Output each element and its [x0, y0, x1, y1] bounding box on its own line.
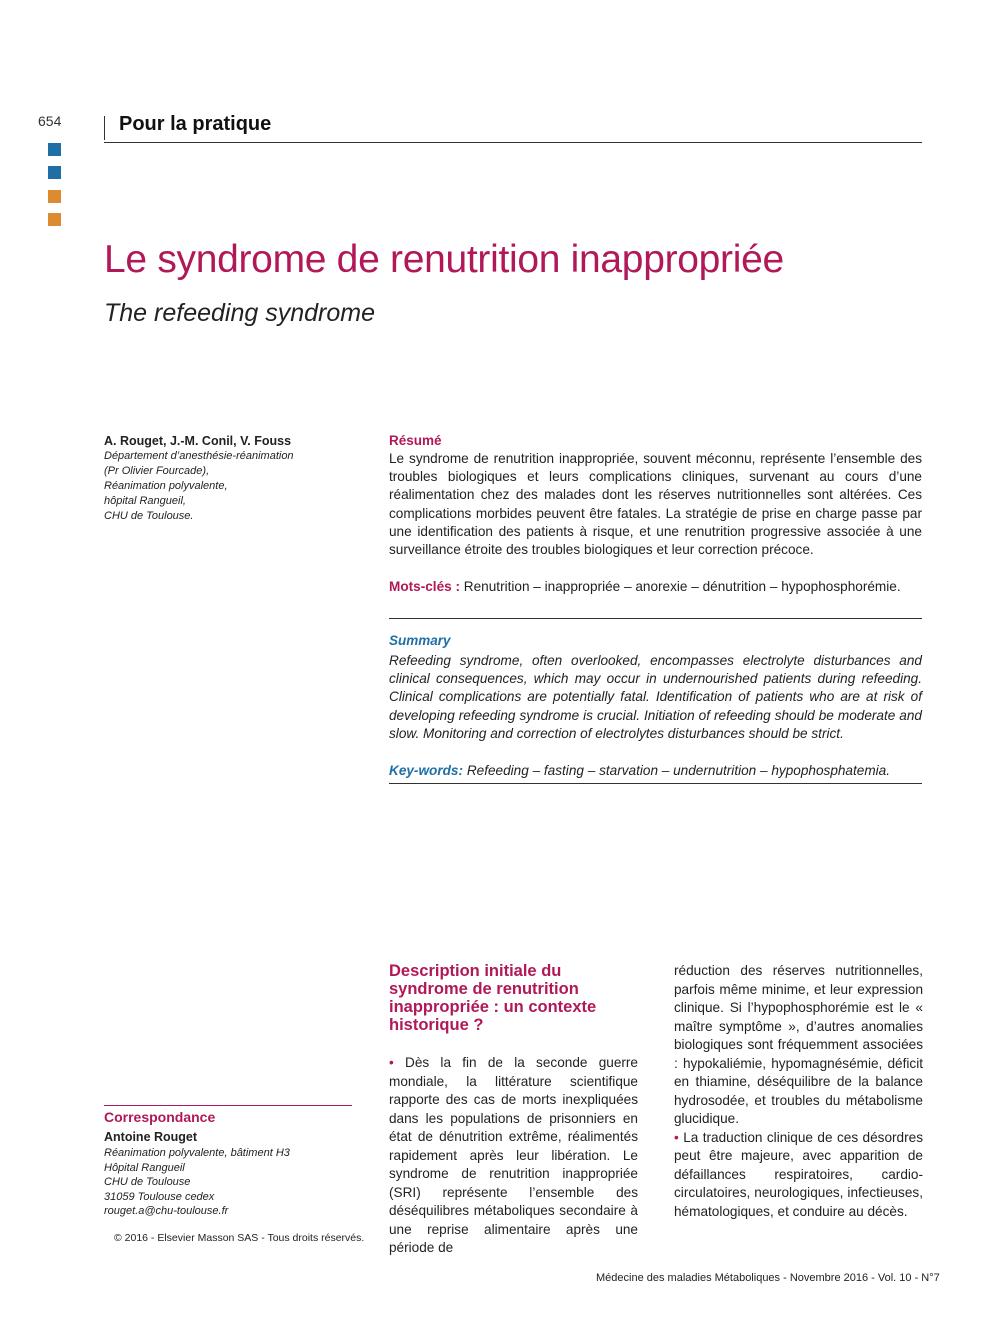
- address-line: Hôpital Rangueil: [104, 1161, 185, 1174]
- address-line: 31059 Toulouse cedex: [104, 1190, 215, 1203]
- summary-heading: Summary: [389, 633, 451, 648]
- divider: [389, 618, 922, 619]
- keywords-fr-label: Mots-clés :: [389, 579, 461, 594]
- resume-text: Le syndrome de renutrition inappropriée, souvent méconnu, représente l’ensemble des troubles biologiques et leurs complications cliniques, survenant au cours d’une réalimentation chez des malades dont les réserves nutritionnelles sont altérées. Ces complications morbides peuvent être fatales. La stratégie de prise en charge passe par une identification des patients à risque, et une renutrition progressive associée à une surveillance étroite des troubles biologiques et leur correction précoce.: [389, 451, 922, 558]
- bullet: •: [674, 1129, 679, 1145]
- journal-footer: Médecine des maladies Métaboliques - Novembre 2016 - Vol. 10 - N°7: [596, 1272, 940, 1284]
- bullet: •: [389, 1055, 394, 1070]
- correspondence-rule: [104, 1105, 352, 1106]
- header-divider: [104, 116, 105, 140]
- keywords-fr-list: Renutrition – inappropriée – anorexie – dénutrition – hypophosphorémie.: [463, 579, 901, 594]
- resume-heading: Résumé: [389, 433, 442, 448]
- keywords-en: [389, 762, 922, 780]
- keywords-fr: [389, 578, 922, 596]
- body-paragraph-2: La traduction clinique de ces désordres peut être majeure, avec apparition de défaillances respiratoires, cardio-circulatoires, neurologiques, infectieuses, hématologiques, et conduire au décès.: [674, 1129, 923, 1219]
- affiliation-line: Département d’anesthésie-réanimation: [104, 450, 294, 462]
- affiliation: [104, 449, 344, 524]
- summary-text: Refeeding syndrome, often overlooked, encompasses electrolyte disturbances and clinical consequences, which may occur in undernourished patients during refeeding. Clinical complications are potentially fatal. Identification of patients who are at risk of developing refeeding syndrome is crucial. Initiation of refeeding should be moderate and slow. Monitoring and correction of electrolytes disturbances should be strict.: [389, 653, 922, 741]
- decorative-square-orange-2: [48, 213, 61, 226]
- address-line: CHU de Toulouse: [104, 1176, 191, 1188]
- correspondence-heading: Correspondance: [104, 1109, 216, 1125]
- body-column-left: [389, 1054, 638, 1258]
- header-rule: [104, 142, 922, 143]
- copyright: © 2016 - Elsevier Masson SAS - Tous droits réservés.: [114, 1232, 365, 1244]
- address-line: Réanimation polyvalente, bâtiment H3: [104, 1147, 290, 1159]
- affiliation-line: CHU de Toulouse.: [104, 510, 194, 522]
- body-paragraph-1-end: réduction des réserves nutritionnelles, parfois même minime, et leur expression clinique. Si l’hypophosphorémie est le « maître symptôme », d’autres anomalies biologiques sont fréquemment associées : hypokaliémie, hypomagnésémie, déficit en thiamine, déséquilibre de la balance hydrosodée, et troubles du métabolisme glucidique.: [674, 963, 923, 1126]
- correspondence-address: [104, 1146, 290, 1219]
- correspondence-name: Antoine Rouget: [104, 1130, 198, 1144]
- email-link[interactable]: rouget.a@chu-toulouse.fr: [104, 1205, 229, 1217]
- body-paragraph-1-start: Dès la fin de la seconde guerre mondiale, la littérature scientifique rapporte des cas de morts inexpliquées dans les populations de prisonniers en état de dénutrition extrême, réalimentés rapidement après leur libération. Le syndrome de renutrition inappropriée (SRI) représente l’ensemble des déséquilibres métaboliques secondaire à une reprise alimentaire après une période de: [389, 1055, 638, 1255]
- article-subtitle: The refeeding syndrome: [104, 299, 375, 327]
- section-title: Description initiale du syndrome de renutrition inappropriée : un contexte historique ?: [389, 962, 597, 1034]
- body-column-right: [674, 962, 923, 1221]
- keywords-en-list: Refeeding – fasting – starvation – undernutrition – hypophosphatemia.: [466, 763, 891, 778]
- divider: [389, 783, 922, 784]
- decorative-square-blue-1: [48, 143, 61, 156]
- keywords-en-label: Key-words:: [389, 763, 464, 778]
- affiliation-line: (Pr Olivier Fourcade),: [104, 465, 210, 477]
- affiliation-line: Réanimation polyvalente,: [104, 480, 228, 492]
- section-label: Pour la pratique: [119, 113, 272, 135]
- affiliation-line: hôpital Rangueil,: [104, 495, 186, 507]
- decorative-square-orange-1: [48, 190, 61, 203]
- article-title: Le syndrome de renutrition inappropriée: [104, 238, 784, 281]
- authors: A. Rouget, J.-M. Conil, V. Fouss: [104, 434, 292, 448]
- page-number: 654: [38, 113, 62, 129]
- decorative-square-blue-2: [48, 166, 61, 179]
